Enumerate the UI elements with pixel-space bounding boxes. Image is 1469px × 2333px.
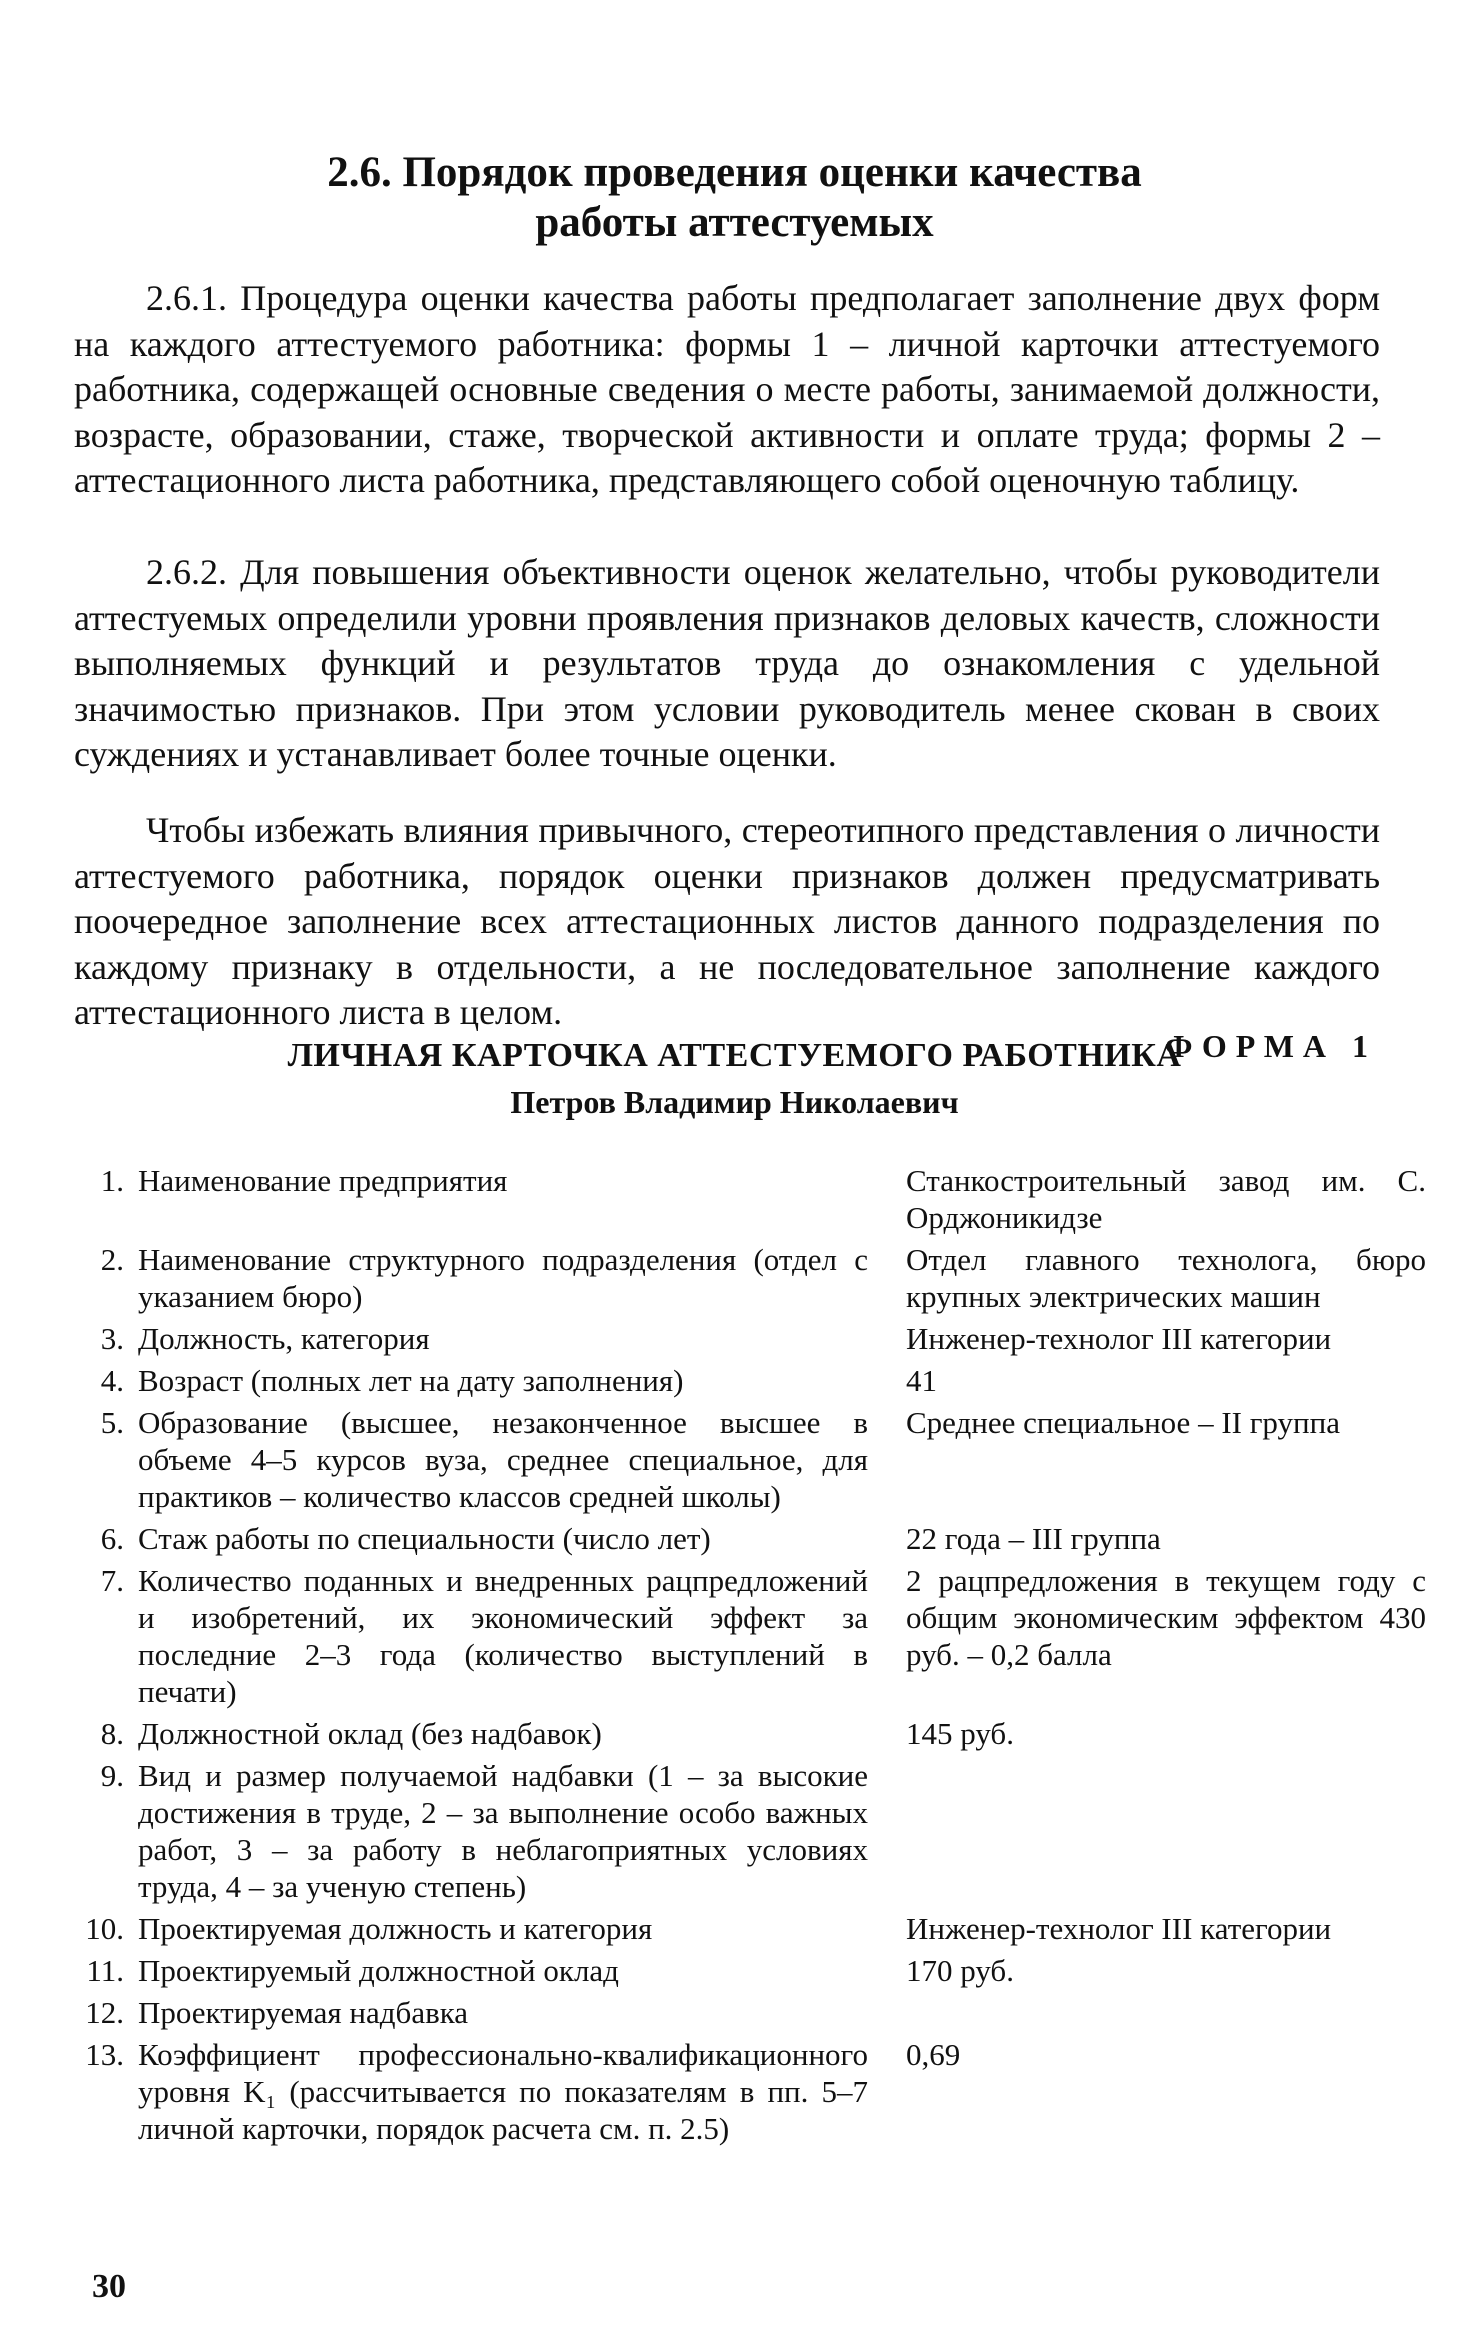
- paragraph-2-6-1: 2.6.1. Процедура оценки качества работы предполагает заполнение двух форм на каждого аттестуемого работника: формы 1 – личной карточки аттестуемого работника, содержащей основные сведения о месте работы, занимаемой должности, возрасте, образовании, стаже, творческой активности и оплате труда; формы 2 – аттестационного листа работника, представляющего собой оценочную таблицу.: [74, 278, 1380, 500]
- item-label: Стаж работы по специальности (число лет): [138, 1521, 711, 1556]
- item-number: 13.: [85, 2037, 124, 2072]
- item-number: 12.: [85, 1995, 124, 2030]
- section-heading-line-1: 2.6. Порядок проведения оценки качества: [327, 149, 1142, 196]
- card-item-12: [66, 1994, 1386, 2031]
- item-value: Инженер-технолог III категории: [906, 1321, 1332, 1356]
- item-value: 170 руб.: [906, 1953, 1014, 1988]
- card-item-1: [66, 1162, 1426, 1236]
- card-item-2: [66, 1241, 1426, 1315]
- item-value: 145 руб.: [906, 1716, 1014, 1751]
- item-label: Проектируемый должностной оклад: [138, 1953, 619, 1988]
- item-number: 10.: [85, 1911, 124, 1946]
- item-label: Должностной оклад (без надбавок): [138, 1716, 602, 1751]
- item-label: Количество поданных и внедренных рацпредложений и изобретений, их экономический эффект за последние 2–3 года (количество выступлений в печати): [138, 1563, 868, 1709]
- item-value: 2 рацпредложения в текущем году с общим экономическим эффектом 430 руб. – 0,2 балла: [906, 1563, 1426, 1672]
- card-item-5: [66, 1404, 1386, 1515]
- paragraph-2-6-2: 2.6.2. Для повышения объективности оценок желательно, чтобы руководители аттестуемых определили уровни проявления признаков деловых качеств, сложности выполняемых функций и результатов труда до ознакомления с удельной значимостью признаков. При этом условии руководитель менее скован в своих суждениях и устанавливает более точные оценки.: [74, 552, 1380, 774]
- item-value: Отдел главного технолога, бюро крупных электрических машин: [906, 1242, 1426, 1314]
- item-number: 2.: [100, 1242, 124, 1277]
- card-item-13: [66, 2036, 1386, 2147]
- section-heading-line-2: работы аттестуемых: [535, 199, 934, 246]
- item-label: Образование (высшее, незаконченное высшее в объеме 4–5 курсов вуза, среднее специальное, для практиков – количество классов средней школы): [138, 1405, 868, 1514]
- item-number: 9.: [100, 1758, 124, 1793]
- item-label: Наименование предприятия: [138, 1163, 508, 1198]
- item-label: Должность, категория: [138, 1321, 430, 1356]
- item-label: Проектируемая должность и категория: [138, 1911, 653, 1946]
- item-number: 4.: [100, 1363, 124, 1398]
- person-name: Петров Владимир Николаевич: [510, 1084, 959, 1120]
- item-value: Станкостроительный завод им. С. Орджоникидзе: [906, 1163, 1426, 1235]
- page-number: 30: [92, 2268, 126, 2305]
- item-number: 6.: [100, 1521, 124, 1556]
- card-item-9: [66, 1757, 1386, 1905]
- card-item-4: [66, 1362, 1386, 1399]
- item-number: 8.: [100, 1716, 124, 1751]
- item-value: 0,69: [906, 2037, 961, 2072]
- item-number: 11.: [86, 1953, 124, 1988]
- card-item-6: [66, 1520, 1386, 1557]
- item-value: Среднее специальное – II группа: [906, 1405, 1340, 1440]
- form-label: ФОРМА 1: [1164, 1028, 1377, 1064]
- item-number: 5.: [100, 1405, 124, 1440]
- card-item-7: [66, 1562, 1426, 1710]
- item-label: Вид и размер получаемой надбавки (1 – за высокие достижения в труде, 2 – за выполнение особо важных работ, 3 – за работу в неблагоприятных условиях труда, 4 – за ученую степень): [138, 1758, 868, 1904]
- paragraph-stereotype: Чтобы избежать влияния привычного, стереотипного представления о личности аттестуемого работника, порядок оценки признаков должен предусматривать поочередное заполнение всех аттестационных листов данного подразделения по каждому признаку в отдельности, а не последовательное заполнение каждого аттестационного листа в целом.: [74, 810, 1380, 1032]
- item-number: 1.: [100, 1163, 124, 1198]
- section-heading: [0, 148, 1469, 248]
- card-item-3: [66, 1320, 1386, 1357]
- personal-card-items: [66, 1162, 1426, 2152]
- item-value: Инженер-технолог III категории: [906, 1911, 1332, 1946]
- form-title: ЛИЧНАЯ КАРТОЧКА АТТЕСТУЕМОГО РАБОТНИКА: [287, 1037, 1182, 1074]
- item-label: Проектируемая надбавка: [138, 1995, 469, 2030]
- card-item-10: [66, 1910, 1386, 1947]
- item-label: Возраст (полных лет на дату заполнения): [138, 1363, 684, 1398]
- card-item-11: [66, 1952, 1386, 1989]
- item-label: Коэффициент профессионально-квалификационного уровня K₁ (рассчитывается по показателям в пп. 5–7 личной карточки, порядок расчета см. п. 2.5): [138, 2037, 868, 2146]
- item-number: 7.: [100, 1563, 124, 1598]
- item-number: 3.: [100, 1321, 124, 1356]
- item-value: 41: [906, 1363, 937, 1398]
- card-item-8: [66, 1715, 1386, 1752]
- item-label: Наименование структурного подразделения (отдел с указанием бюро): [138, 1242, 868, 1314]
- item-value: 22 года – III группа: [906, 1521, 1161, 1556]
